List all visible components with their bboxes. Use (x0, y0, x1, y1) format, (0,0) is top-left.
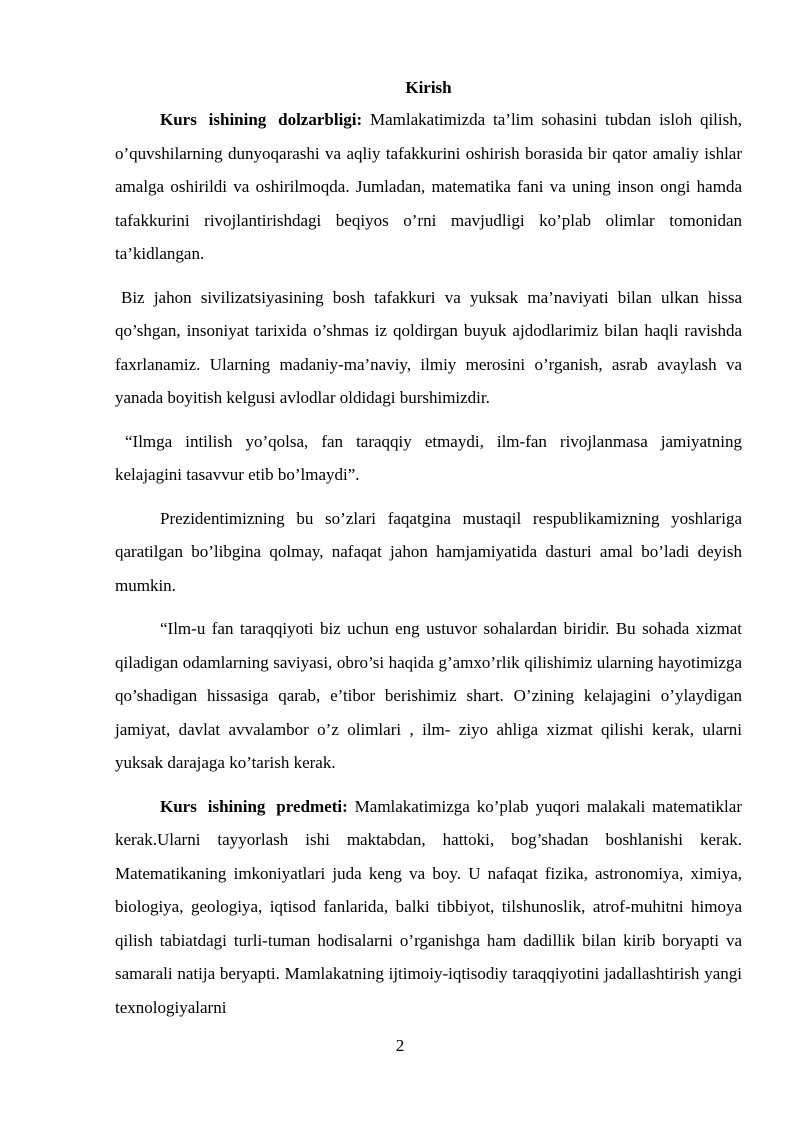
relevance-text: Mamlakatimizda ta’lim sohasini tubdan isloh qilish, o’quvshilarning dunyoqarashi va aqliy tafakkurini oshirish borasida bir qator amaliy ishlar amalga oshirildi va oshirilmoqda. Jumladan, matematika fani va uning inson ongi hamda tafakkurini rivojlantirishdagi beqiyos o’rni mavjudligi ko’plab olimlar tomonidan ta’kidlangan. (115, 110, 742, 263)
section-title: Kirish (405, 78, 452, 97)
paragraph-quote: “Ilmga intilish yo’qolsa, fan taraqqiy etmaydi, ilm-fan rivojlanmasa jamiyatning kelajagini tasavvur etib bo’lmaydi”. (115, 431, 742, 484)
relevance-heading: Kurs ishining dolzarbligi: (160, 110, 363, 129)
page-number: 2 (395, 1036, 405, 1055)
subject-heading: Kurs ishining predmeti: (160, 796, 348, 816)
paragraph-science-quote: “Ilm-u fan taraqqiyoti biz uchun eng ustuvor sohalardan biridir. Bu sohada xizmat qiladigan odamlarning saviyasi, obro’si haqida g’amxo’rlik qilishimiz ularning hayotimizga qo’shadigan hissasiga qarab, e’tibor berishimiz shart. O’zining kelajagini o’ylaydigan jamiyat, davlat avvalambor o’z olimlari , ilm- ziyo ahliga xizmat qilishi kerak, ularni yuksak darajaga ko’tarish kerak. (115, 619, 742, 772)
paragraph-heritage: Biz jahon sivilizatsiyasining bosh tafakkuri va yuksak ma’naviyati bilan ulkan hissa qo’shgan, insoniyat tarixida o’shmas iz qoldirgan buyuk ajdodlarimiz bilan haqli ravishda faxrlanamiz. Ularning madaniy-ma’naviy, ilmiy merosini o’rganish, asrab avaylash va yanada boyitish kelgusi avlodlar oldidagi burshimizdir. (115, 287, 742, 407)
subject-text: Mamlakatimizga ko’plab yuqori malakali matematiklar kerak.Ularni tayyorlash ishi maktabdan, hattoki, bog’shadan boshlanishi kerak. Matematikaning imkoniyatlari juda keng va boy. U nafaqat fizika, astronomiya, ximiya, biologiya, geologiya, iqtisod fanlarida, balki tibbiyot, tilshunoslik, atrof-muhitni himoya qilish tabiatdagi turli-tuman hodisalarni o’rganishga ham dadillik bilan kirib boryapti va samarali natija beryapti. Mamlakatning ijtimoiy-iqtisodiy taraqqiyotini jadallashtirish yangi texnologiyalarni (115, 796, 742, 1017)
document-page (115, 72, 742, 1024)
paragraph-relevance (115, 103, 742, 271)
paragraph-subject (115, 790, 742, 1025)
paragraph-president: Prezidentimizning bu so’zlari faqatgina mustaqil respublikamizning yoshlariga qaratilgan bo’libgina qolmay, nafaqat jahon hamjamiyatida dasturi amal bo’ladi deyish mumkin. (115, 508, 742, 595)
